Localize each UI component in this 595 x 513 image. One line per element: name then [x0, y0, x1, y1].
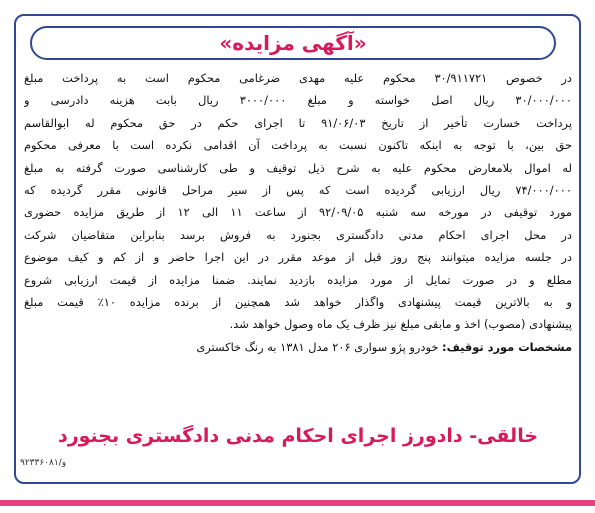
bottom-divider	[0, 500, 595, 506]
body-line: مورد توقیفی در مورخه سه شنبه ۹۲/۰۹/۰۵ از ساعت ۱۱ الی ۱۲ از طریق مزایده حضوری	[24, 205, 572, 220]
body-line: و به بالاترین قیمت پیشنهادی واگذار خواهد شد همچنین از برنده مزایده ۱۰٪ قیمت مبلغ	[24, 294, 572, 309]
body-line: مطلع و در صورت تمایل از مورد مزایده بازدید نمایند. ضمنا مزایده از قیمت ارزیابی شروع	[24, 272, 572, 287]
seized-item-spec	[24, 336, 572, 358]
body-line: در خصوص ۳۰/۹۱۱۷۲۱ محکوم علیه مهدی ضرغامی محکوم است به پرداخت مبلغ	[24, 71, 572, 85]
body-line: له اموال بلامعارض محکوم علیه به شرح ذیل توقیف و طی کارشناسی صورت گرفته به مبلغ	[24, 160, 572, 175]
reference-number: و/۹۲۳۳۶۰۸۱	[20, 458, 67, 468]
notice-body	[24, 67, 572, 358]
notice-signature: خالقی- دادورز اجرای احکام مدنی دادگستری بجنورد	[57, 425, 539, 447]
body-line: در جلسه مزایده میتوانند پنج روز قبل از موعد مقرر در این اجرا حاضر و از کم و کیف موضوع	[24, 250, 572, 265]
body-line: در محل اجرای احکام مدنی دادگستری بجنورد به فروش برسد بنابراین متقاضیان شرکت	[24, 227, 572, 242]
body-line: حق بین، با توجه به اینکه تاکنون نسبت به پرداخت آن اقدامی نکرده است با معرفی محکوم	[24, 138, 572, 153]
seized-item-value: خودرو پژو سواری ۲۰۶ مدل ۱۳۸۱ به رنگ خاکستری	[196, 339, 443, 354]
seized-item-label: مشخصات مورد توقیف:	[442, 339, 572, 354]
body-line: پرداخت خسارت تأخیر از تاریخ ۹۱/۰۶/۰۳ تا اجرای حکم در حق محکوم له ابوالقاسم	[24, 115, 572, 130]
notice-title: «آگهی مزایده»	[219, 31, 367, 55]
body-line: ۷۴/۰۰۰/۰۰۰ ریال ارزیابی گردیده است که پس از سیر مراحل قانونی مقرر گردیده که	[24, 182, 572, 197]
body-line: پیشنهادی (مصوب) اخذ و مابقی مبلغ نیز ظرف یک ماه وصول خواهد شد.	[229, 317, 572, 332]
body-line: ۳۰/۰۰۰/۰۰۰ ریال اصل خواسته و مبلغ ۳۰۰۰/۰۰۰ ریال بابت هزینه دادرسی و	[24, 93, 572, 108]
notice-title-box	[30, 26, 556, 60]
